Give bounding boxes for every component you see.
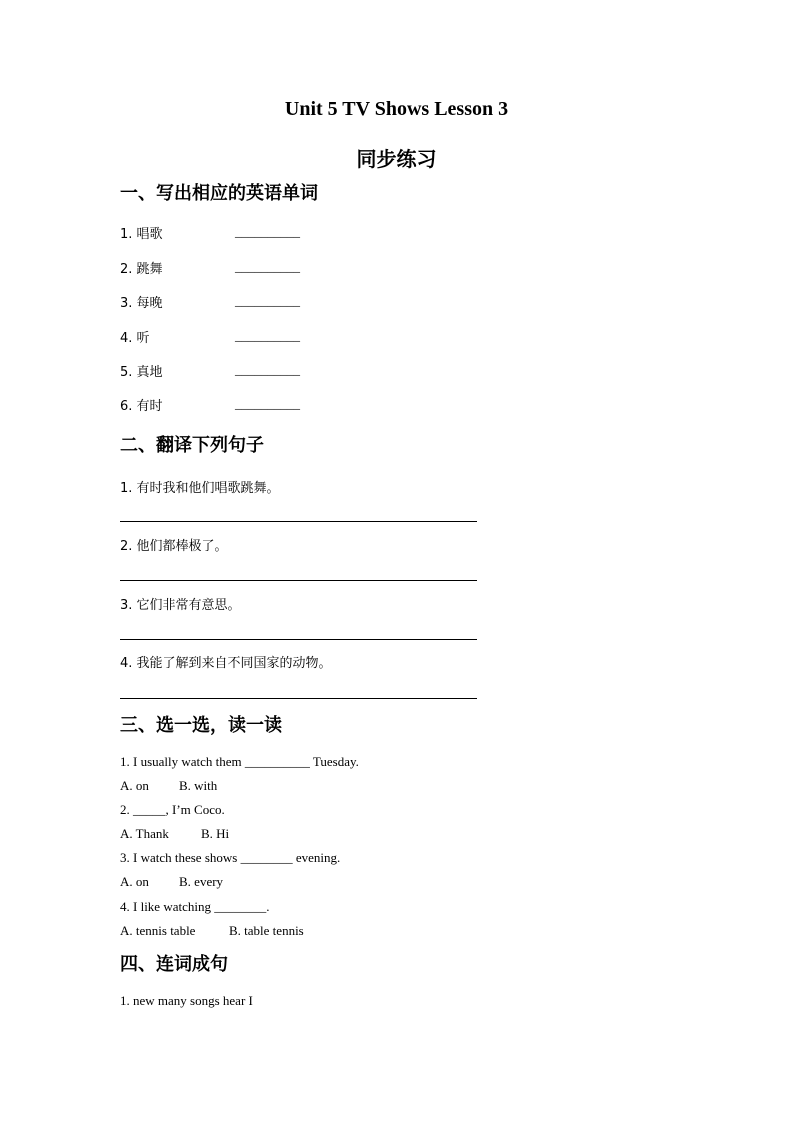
vocab-blank-2[interactable]: __________ [235,259,300,274]
choice-option-1b[interactable]: B. with [179,778,218,793]
translate-item-4: 4. 我能了解到来自不同国家的动物。 [120,656,332,671]
choice-question-4: 4. I like watching ________. [120,899,270,914]
vocab-item-3: 3. 每晚 [120,296,163,311]
translate-item-2: 2. 他们都棒极了。 [120,539,228,554]
choice-option-1a[interactable]: A. on [120,778,149,793]
vocab-blank-4[interactable]: __________ [235,328,300,343]
vocab-blank-6[interactable]: __________ [235,396,300,411]
section-3-heading: 三、选一选，读一读 [120,715,282,736]
choice-option-4b[interactable]: B. table tennis [229,923,304,938]
section-2-heading: 二、翻译下列句子 [120,435,264,456]
section-1-heading: 一、写出相应的英语单词 [120,183,318,204]
vocab-item-4: 4. 听 [120,331,150,346]
answer-line-3[interactable] [120,639,477,640]
choice-question-3: 3. I watch these shows ________ evening. [120,850,341,865]
page-subtitle: 同步练习 [356,147,437,171]
choice-option-4a[interactable]: A. tennis table [120,923,196,938]
vocab-item-5: 5. 真地 [120,365,163,380]
choice-option-2b[interactable]: B. Hi [201,826,230,841]
translate-item-3: 3. 它们非常有意思。 [120,598,241,613]
vocab-item-1: 1. 唱歌 [120,227,163,242]
page-title: Unit 5 TV Shows Lesson 3 [284,98,509,120]
answer-line-4[interactable] [120,698,477,699]
answer-line-1[interactable] [120,521,477,522]
choice-option-3b[interactable]: B. every [179,874,224,889]
vocab-blank-5[interactable]: __________ [235,362,300,377]
choice-option-3a[interactable]: A. on [120,874,149,889]
choice-option-2a[interactable]: A. Thank [120,826,169,841]
reorder-item-1: 1. new many songs hear I [120,993,253,1008]
answer-line-2[interactable] [120,580,477,581]
choice-question-2: 2. _____, I’m Coco. [120,802,225,817]
vocab-item-6: 6. 有时 [120,399,163,414]
vocab-item-2: 2. 跳舞 [120,262,163,277]
section-4-heading: 四、连词成句 [120,954,228,975]
vocab-blank-1[interactable]: __________ [235,224,300,239]
translate-item-1: 1. 有时我和他们唱歌跳舞。 [120,481,280,496]
vocab-blank-3[interactable]: __________ [235,293,300,308]
choice-question-1: 1. I usually watch them __________ Tuesday. [120,754,359,769]
